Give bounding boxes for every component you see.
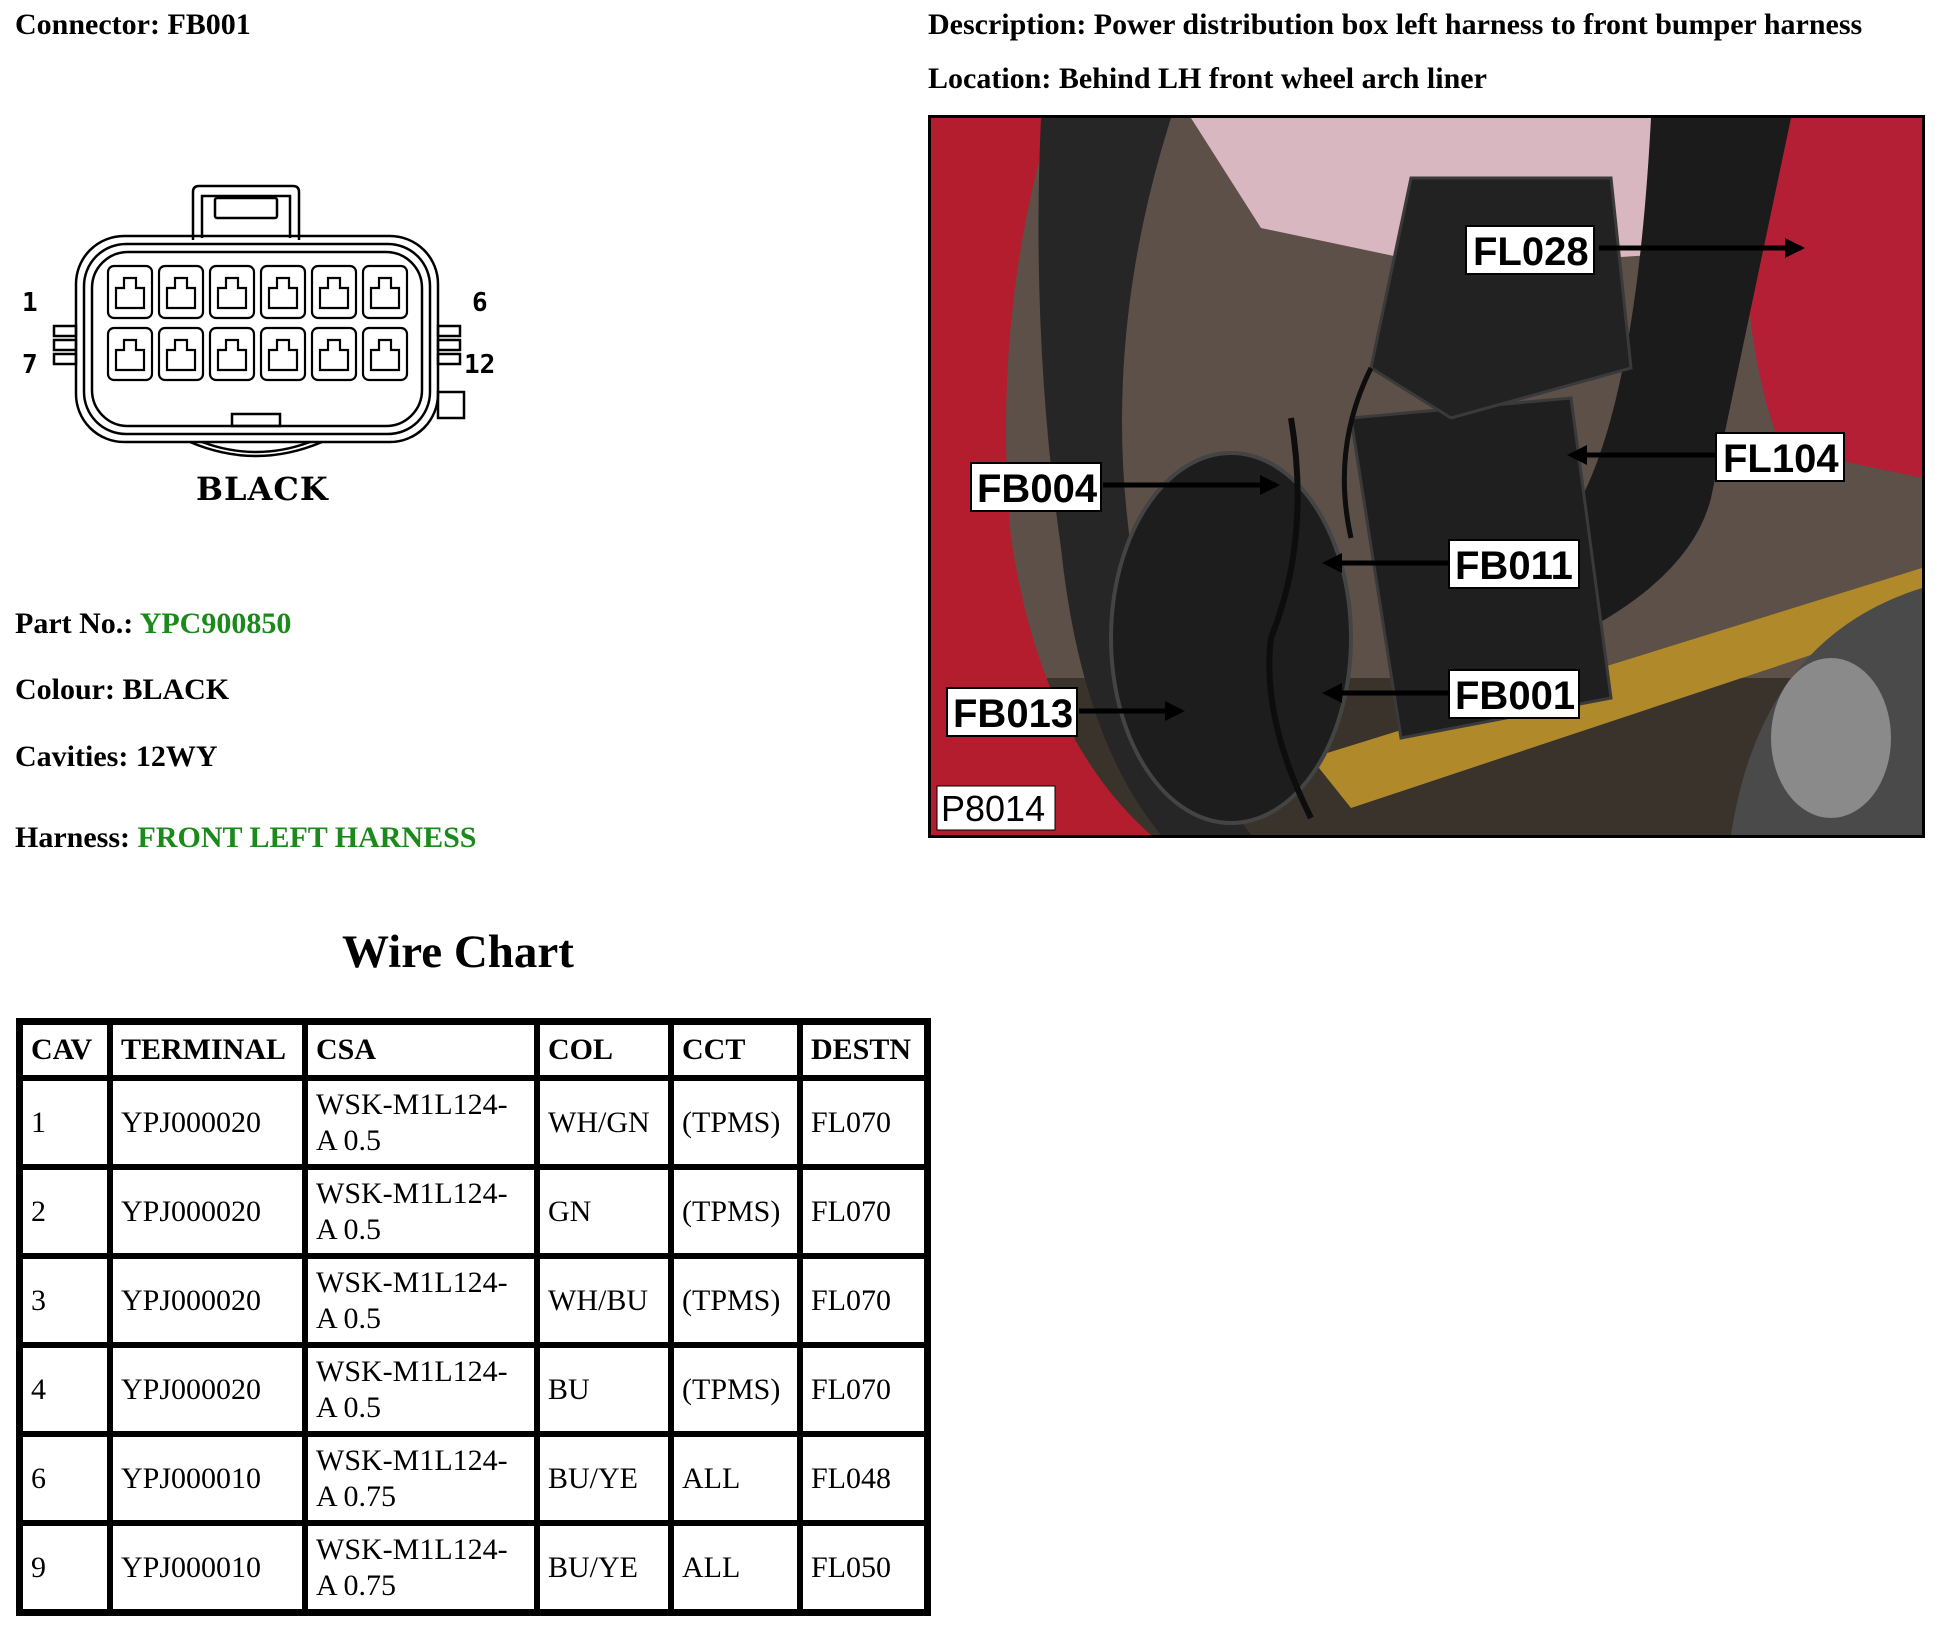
cavity-terminal-outline	[167, 340, 195, 370]
cavities-row	[15, 740, 217, 774]
cavity-terminal-outline	[218, 278, 246, 308]
cell-csa	[305, 1167, 537, 1256]
cavity-terminal-outline	[116, 278, 144, 308]
photo-label-fb004: FB004	[977, 467, 1098, 511]
cavity-terminal-outline	[116, 340, 144, 370]
connector-colour-label: BLACK	[196, 470, 329, 508]
pin-label-6: 6	[472, 288, 488, 318]
cavity-terminal-outline	[371, 278, 399, 308]
cell-csa-line2: A 0.5	[316, 1390, 382, 1424]
connector-cavity	[210, 266, 254, 318]
cell-col: BU/YE	[537, 1434, 671, 1523]
column-header-terminal: TERMINAL	[110, 1022, 305, 1078]
connector-cavity	[108, 266, 152, 318]
cell-cav: 9	[20, 1523, 110, 1612]
description-text: Description: Power distribution box left harness to front bumper harness	[928, 8, 1863, 41]
connector-cavity	[261, 328, 305, 380]
cell-cav: 3	[20, 1256, 110, 1345]
cell-terminal: YPJ000020	[110, 1345, 305, 1434]
cell-cct: (TPMS)	[671, 1345, 800, 1434]
cell-csa	[305, 1345, 537, 1434]
connector-title: Connector: FB001	[15, 8, 251, 41]
cell-col: WH/BU	[537, 1256, 671, 1345]
cell-destn[interactable]: FL070	[800, 1078, 927, 1167]
cell-csa-line1: WSK-M1L124-	[316, 1532, 508, 1566]
cell-csa-line2: A 0.5	[316, 1301, 382, 1335]
column-header-csa: CSA	[305, 1022, 537, 1078]
cell-csa-line2: A 0.5	[316, 1123, 382, 1157]
cell-destn[interactable]: FL070	[800, 1256, 927, 1345]
connector-cavity	[159, 266, 203, 318]
cell-csa-line1: WSK-M1L124-	[316, 1087, 508, 1121]
cell-cav: 1	[20, 1078, 110, 1167]
cavity-terminal-outline	[269, 340, 297, 370]
cavity-terminal-outline	[218, 340, 246, 370]
cell-terminal: YPJ000020	[110, 1078, 305, 1167]
part-number-row	[15, 607, 291, 641]
cell-csa-line1: WSK-M1L124-	[316, 1176, 508, 1210]
pin-label-12: 12	[464, 350, 496, 380]
photo-label-fb011: FB011	[1455, 544, 1573, 588]
column-header-col: COL	[537, 1022, 671, 1078]
colour-label: Colour:	[15, 673, 115, 706]
table-row	[20, 1434, 927, 1523]
colour-value: BLACK	[122, 673, 230, 706]
cell-terminal: YPJ000010	[110, 1523, 305, 1612]
photo-ref-label: P8014	[941, 788, 1046, 829]
cell-col: BU/YE	[537, 1523, 671, 1612]
cell-col: WH/GN	[537, 1078, 671, 1167]
table-row	[20, 1523, 927, 1612]
connector-cavity	[210, 328, 254, 380]
cell-csa	[305, 1078, 537, 1167]
cell-cct: ALL	[671, 1434, 800, 1523]
connector-cavity	[363, 328, 407, 380]
colour-row	[15, 673, 229, 707]
cell-terminal: YPJ000020	[110, 1256, 305, 1345]
cell-cct: (TPMS)	[671, 1078, 800, 1167]
cavity-terminal-outline	[371, 340, 399, 370]
cell-terminal: YPJ000010	[110, 1434, 305, 1523]
cavity-terminal-outline	[320, 340, 348, 370]
cell-csa-line1: WSK-M1L124-	[316, 1354, 508, 1388]
harness-label: Harness:	[15, 821, 130, 854]
connector-cavity	[108, 328, 152, 380]
pin-label-7: 7	[22, 350, 38, 380]
cell-csa	[305, 1523, 537, 1612]
table-row	[20, 1345, 927, 1434]
photo-label-fb001: FB001	[1455, 674, 1576, 718]
cell-destn[interactable]: FL070	[800, 1345, 927, 1434]
harness-link[interactable]: FRONT LEFT HARNESS	[137, 821, 477, 854]
wire-chart-table	[16, 1018, 931, 1616]
cell-csa	[305, 1256, 537, 1345]
cavity-terminal-outline	[320, 278, 348, 308]
cavity-terminal-outline	[167, 278, 195, 308]
cell-csa-line2: A 0.5	[316, 1212, 382, 1246]
cell-csa-line1: WSK-M1L124-	[316, 1265, 508, 1299]
photo-label-fl028: FL028	[1473, 230, 1589, 274]
cell-terminal: YPJ000020	[110, 1167, 305, 1256]
pin-label-1: 1	[22, 288, 38, 318]
cavities-label: Cavities:	[15, 740, 129, 773]
connector-cavity	[312, 328, 356, 380]
photo-label-fl104: FL104	[1723, 437, 1839, 481]
table-row	[20, 1167, 927, 1256]
cell-cct: ALL	[671, 1523, 800, 1612]
table-header-row	[20, 1022, 927, 1078]
photo-label-fb013: FB013	[953, 692, 1074, 736]
cell-destn[interactable]: FL070	[800, 1167, 927, 1256]
column-header-cct: CCT	[671, 1022, 800, 1078]
cell-destn[interactable]: FL050	[800, 1523, 927, 1612]
connector-cavity	[363, 266, 407, 318]
wire-chart-title: Wire Chart	[342, 926, 574, 978]
connector-cavity	[261, 266, 305, 318]
cell-csa	[305, 1434, 537, 1523]
connector-cavity	[312, 266, 356, 318]
part-number-label: Part No.:	[15, 607, 134, 640]
table-row	[20, 1256, 927, 1345]
table-row	[20, 1078, 927, 1167]
cell-col: GN	[537, 1167, 671, 1256]
cell-col: BU	[537, 1345, 671, 1434]
cell-cav: 4	[20, 1345, 110, 1434]
part-number-link[interactable]: YPC900850	[139, 607, 292, 640]
cell-destn[interactable]: FL048	[800, 1434, 927, 1523]
cell-csa-line1: WSK-M1L124-	[316, 1443, 508, 1477]
column-header-destn: DESTN	[800, 1022, 927, 1078]
harness-row	[15, 821, 476, 855]
column-header-cav: CAV	[20, 1022, 110, 1078]
location-photo	[928, 115, 1925, 838]
cell-csa-line2: A 0.75	[316, 1479, 397, 1513]
connector-cavity	[159, 328, 203, 380]
cavity-terminal-outline	[269, 278, 297, 308]
location-text: Location: Behind LH front wheel arch liner	[928, 62, 1487, 95]
cell-cct: (TPMS)	[671, 1256, 800, 1345]
cell-cct: (TPMS)	[671, 1167, 800, 1256]
cell-csa-line2: A 0.75	[316, 1568, 397, 1602]
cavities-value: 12WY	[135, 740, 218, 773]
cell-cav: 6	[20, 1434, 110, 1523]
cell-cav: 2	[20, 1167, 110, 1256]
connector-face-diagram	[10, 180, 510, 510]
